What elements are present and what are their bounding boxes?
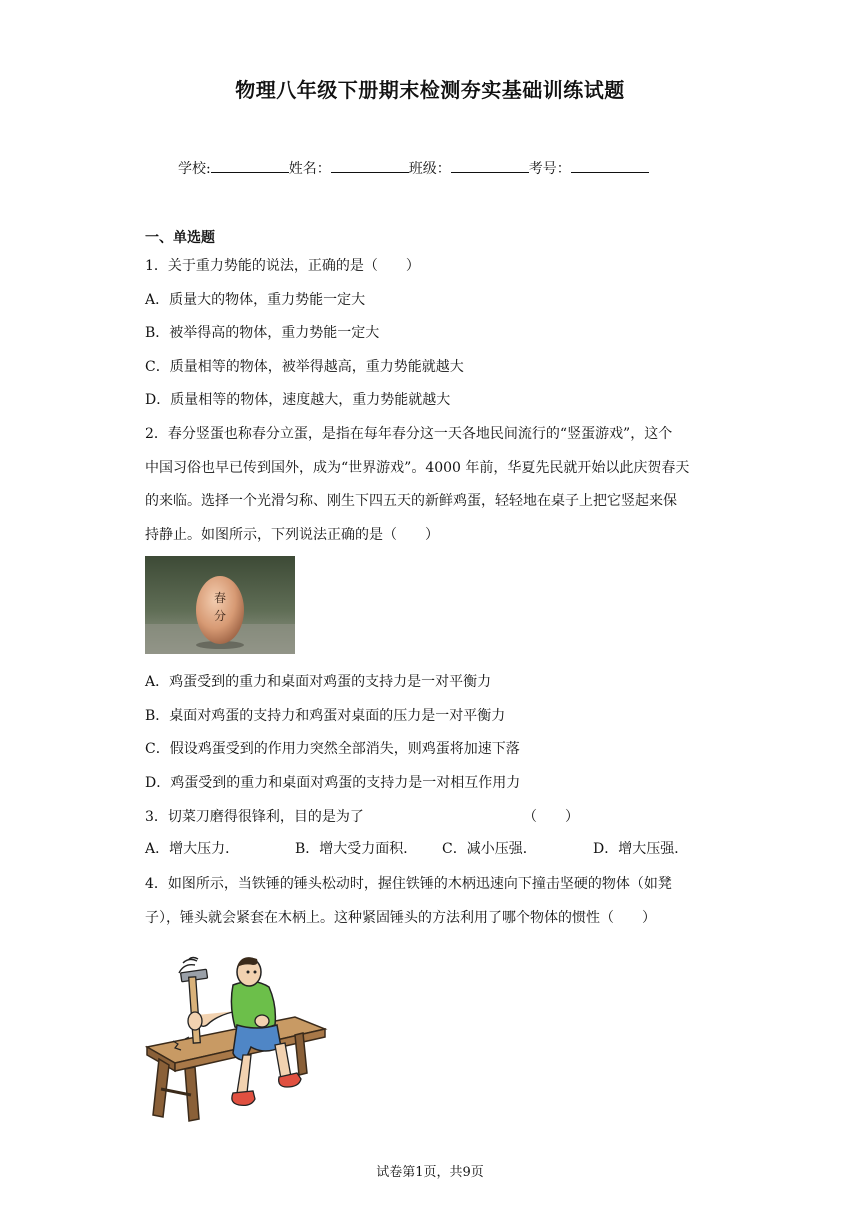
exam-title: 物理八年级下册期末检测夯实基础训练试题	[235, 78, 625, 102]
student-info-line	[178, 158, 649, 178]
class-blank[interactable]	[451, 160, 529, 173]
q2-stem-line: 的来临。选择一个光滑匀称、刚生下四五天的新鲜鸡蛋，轻轻地在桌子上把它竖起来保	[145, 493, 677, 509]
exam-number-blank[interactable]	[571, 160, 649, 173]
name-label: 姓名：	[288, 161, 331, 177]
q4-stem-line: 子），锤头就会紧套在木柄上。这种紧固锤头的方法利用了哪个物体的惯性（ ）	[145, 910, 656, 926]
q3-option-c: C．减小压强．	[442, 841, 537, 857]
q2-option-c: C．假设鸡蛋受到的作用力突然全部消失，则鸡蛋将加速下落	[145, 741, 520, 757]
school-label: 学校:	[178, 161, 211, 177]
page-footer: 试卷第1页，共9页	[376, 1165, 484, 1180]
hammer-on-bench-illustration	[145, 955, 330, 1125]
egg-text-2: 分	[213, 609, 227, 623]
q2-stem-line: 中国习俗也早已传到国外，成为“世界游戏”。4000 年前，华夏先民就开始以此庆贺春天	[145, 460, 690, 476]
q1-option-c: C．质量相等的物体，被举得越高，重力势能就越大	[145, 359, 464, 375]
name-blank[interactable]	[331, 160, 409, 173]
school-blank[interactable]	[211, 160, 289, 173]
q1-stem: 1．关于重力势能的说法，正确的是（ ）	[145, 258, 420, 274]
q3-answer-paren: （ ）	[523, 809, 579, 825]
q2-option-a: A．鸡蛋受到的重力和桌面对鸡蛋的支持力是一对平衡力	[145, 674, 492, 690]
q3-stem: 3．切菜刀磨得很锋利，目的是为了	[145, 809, 364, 825]
exam-number-label: 考号：	[528, 161, 571, 177]
egg-text-1: 春	[213, 591, 227, 605]
q1-option-a: A．质量大的物体，重力势能一定大	[145, 292, 366, 308]
q1-option-b: B．被举得高的物体，重力势能一定大	[145, 325, 380, 341]
egg-photo	[145, 556, 295, 654]
q2-option-b: B．桌面对鸡蛋的支持力和鸡蛋对桌面的压力是一对平衡力	[145, 708, 506, 724]
q3-option-b: B．增大受力面积．	[295, 841, 418, 857]
q1-option-d: D．质量相等的物体，速度越大，重力势能就越大	[145, 392, 451, 408]
q2-stem-line: 2．春分竖蛋也称春分立蛋，是指在每年春分这一天各地民间流行的“竖蛋游戏”，这个	[145, 426, 673, 442]
q3-option-d: D．增大压强．	[593, 841, 689, 857]
section-heading: 一、单选题	[145, 230, 215, 246]
q2-stem-line: 持静止。如图所示，下列说法正确的是（ ）	[145, 527, 439, 543]
class-label: 班级：	[408, 161, 451, 177]
q3-option-a: A．增大压力．	[145, 841, 240, 857]
q2-option-d: D．鸡蛋受到的重力和桌面对鸡蛋的支持力是一对相互作用力	[145, 775, 521, 791]
q4-stem-line: 4．如图所示，当铁锤的锤头松动时，握住铁锤的木柄迅速向下撞击坚硬的物体（如凳	[145, 876, 672, 892]
